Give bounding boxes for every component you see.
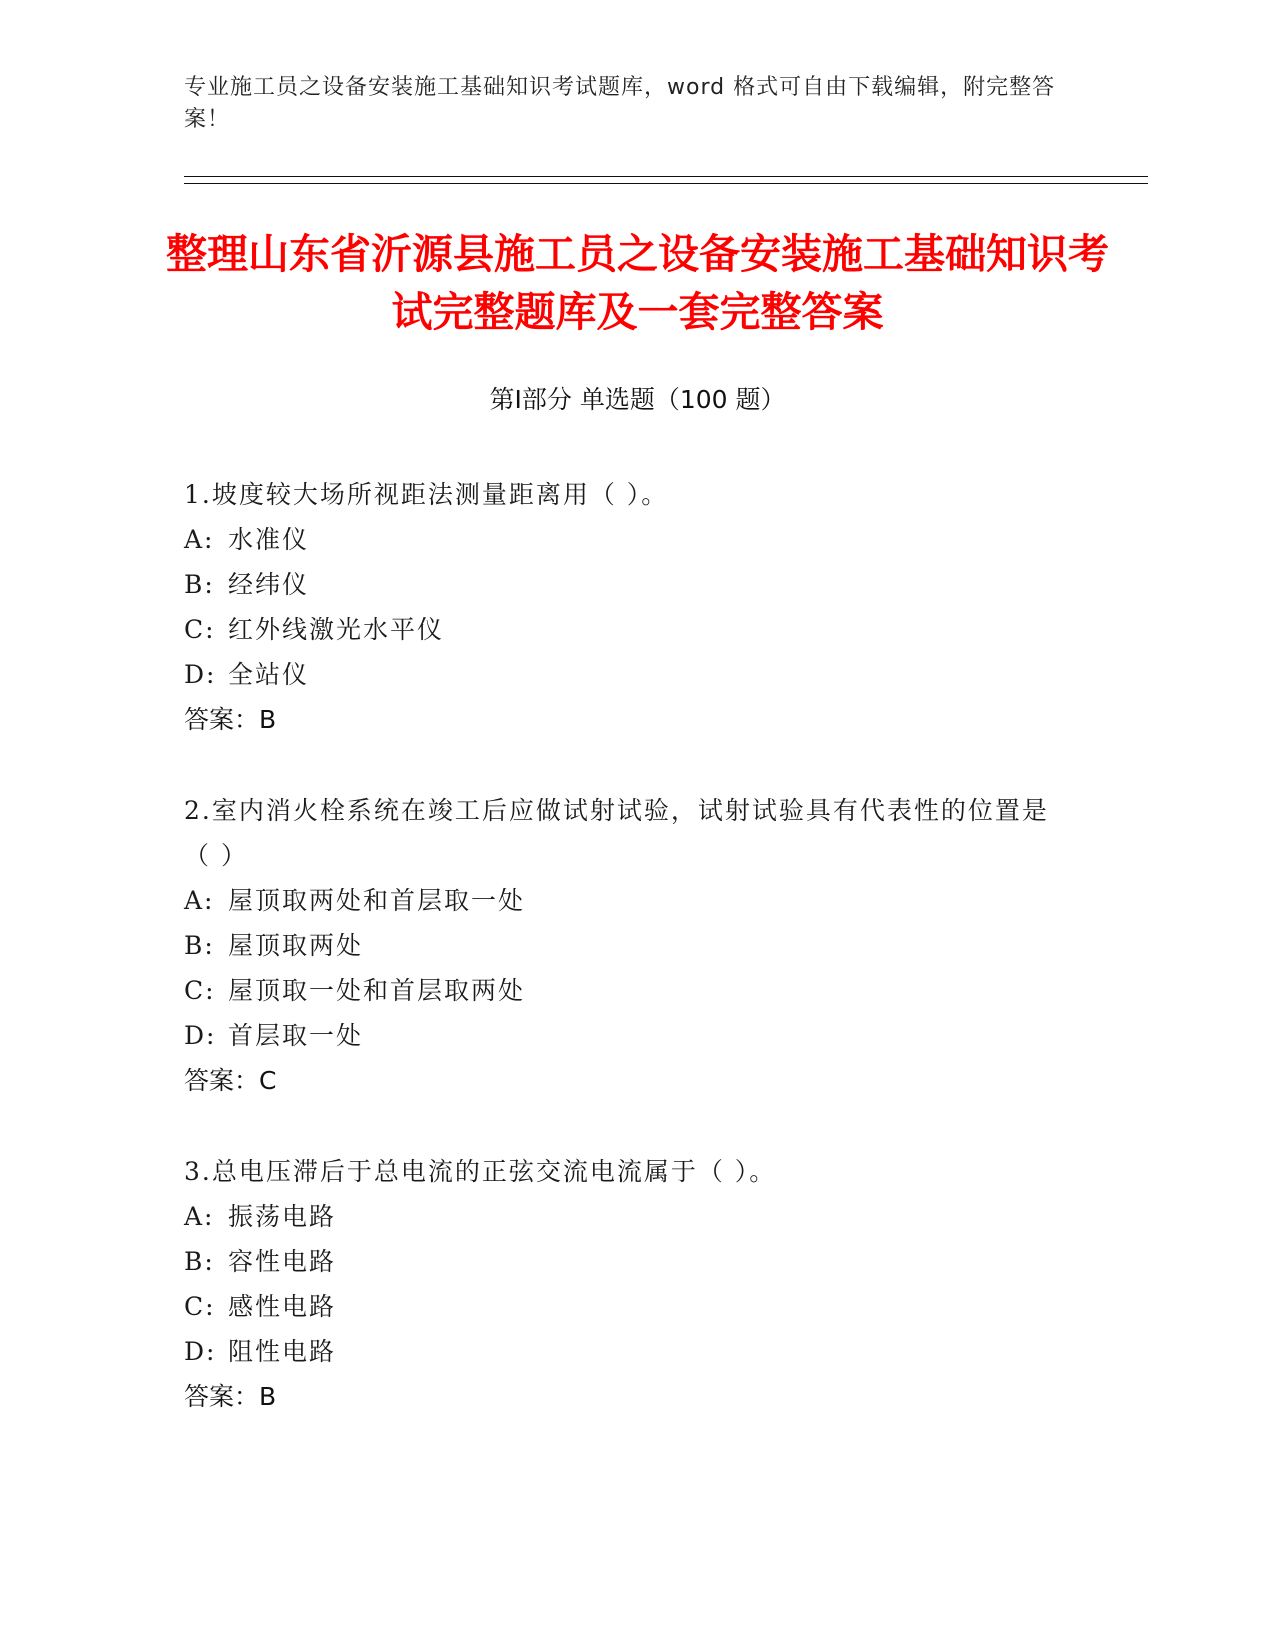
question-3 [184,1149,1064,1419]
option-text: 水准仪 [228,525,310,554]
option-text: 容性电路 [228,1247,337,1276]
option-key: D: [184,660,217,689]
option-text: 屋顶取一处和首层取两处 [228,976,526,1005]
option-c [184,607,1064,652]
option-key: B: [184,931,215,960]
option-b [184,562,1064,607]
option-text: 全站仪 [228,660,310,689]
option-b [184,1239,1064,1284]
option-d [184,652,1064,697]
option-text: 红外线激光水平仪 [228,615,445,644]
header-note: 专业施工员之设备安装施工基础知识考试题库，word 格式可自由下载编辑，附完整答案！ [184,75,1056,132]
question-list [184,472,1064,1465]
option-text: 经纬仪 [228,570,310,599]
option-key: C: [184,1292,216,1321]
option-key: D: [184,1337,217,1366]
answer: 答案：B [184,1382,277,1411]
option-key: A: [184,525,215,554]
option-a [184,517,1064,562]
document-title: 整理山东省沂源县施工员之设备安装施工基础知识考试完整题库及一套完整答案 [166,230,1109,336]
option-key: B: [184,1247,215,1276]
option-text: 屋顶取两处和首层取一处 [228,886,526,915]
question-stem: 3.总电压滞后于总电流的正弦交流电流属于（ ）。 [184,1157,777,1186]
option-d [184,1329,1064,1374]
question-stem: 2.室内消火栓系统在竣工后应做试射试验，试射试验具有代表性的位置是（ ） [184,796,1049,870]
option-b [184,923,1064,968]
question-1 [184,472,1064,742]
question-2 [184,788,1064,1103]
option-text: 振荡电路 [228,1202,337,1231]
option-key: A: [184,886,215,915]
header-rule-bottom [184,183,1148,184]
option-text: 阻性电路 [228,1337,337,1366]
answer: 答案：C [184,1066,277,1095]
option-d [184,1013,1064,1058]
option-key: C: [184,615,216,644]
option-key: B: [184,570,215,599]
option-text: 首层取一处 [228,1021,364,1050]
option-key: A: [184,1202,215,1231]
option-text: 屋顶取两处 [228,931,364,960]
option-a [184,1194,1064,1239]
answer: 答案：B [184,705,277,734]
option-c [184,1284,1064,1329]
option-key: C: [184,976,216,1005]
header-rule-top [184,176,1148,177]
option-key: D: [184,1021,217,1050]
question-stem: 1.坡度较大场所视距法测量距离用（ ）。 [184,480,669,509]
option-text: 感性电路 [228,1292,337,1321]
option-a [184,878,1064,923]
option-c [184,968,1064,1013]
section-title: 第Ⅰ部分 单选题（100 题） [489,385,786,414]
